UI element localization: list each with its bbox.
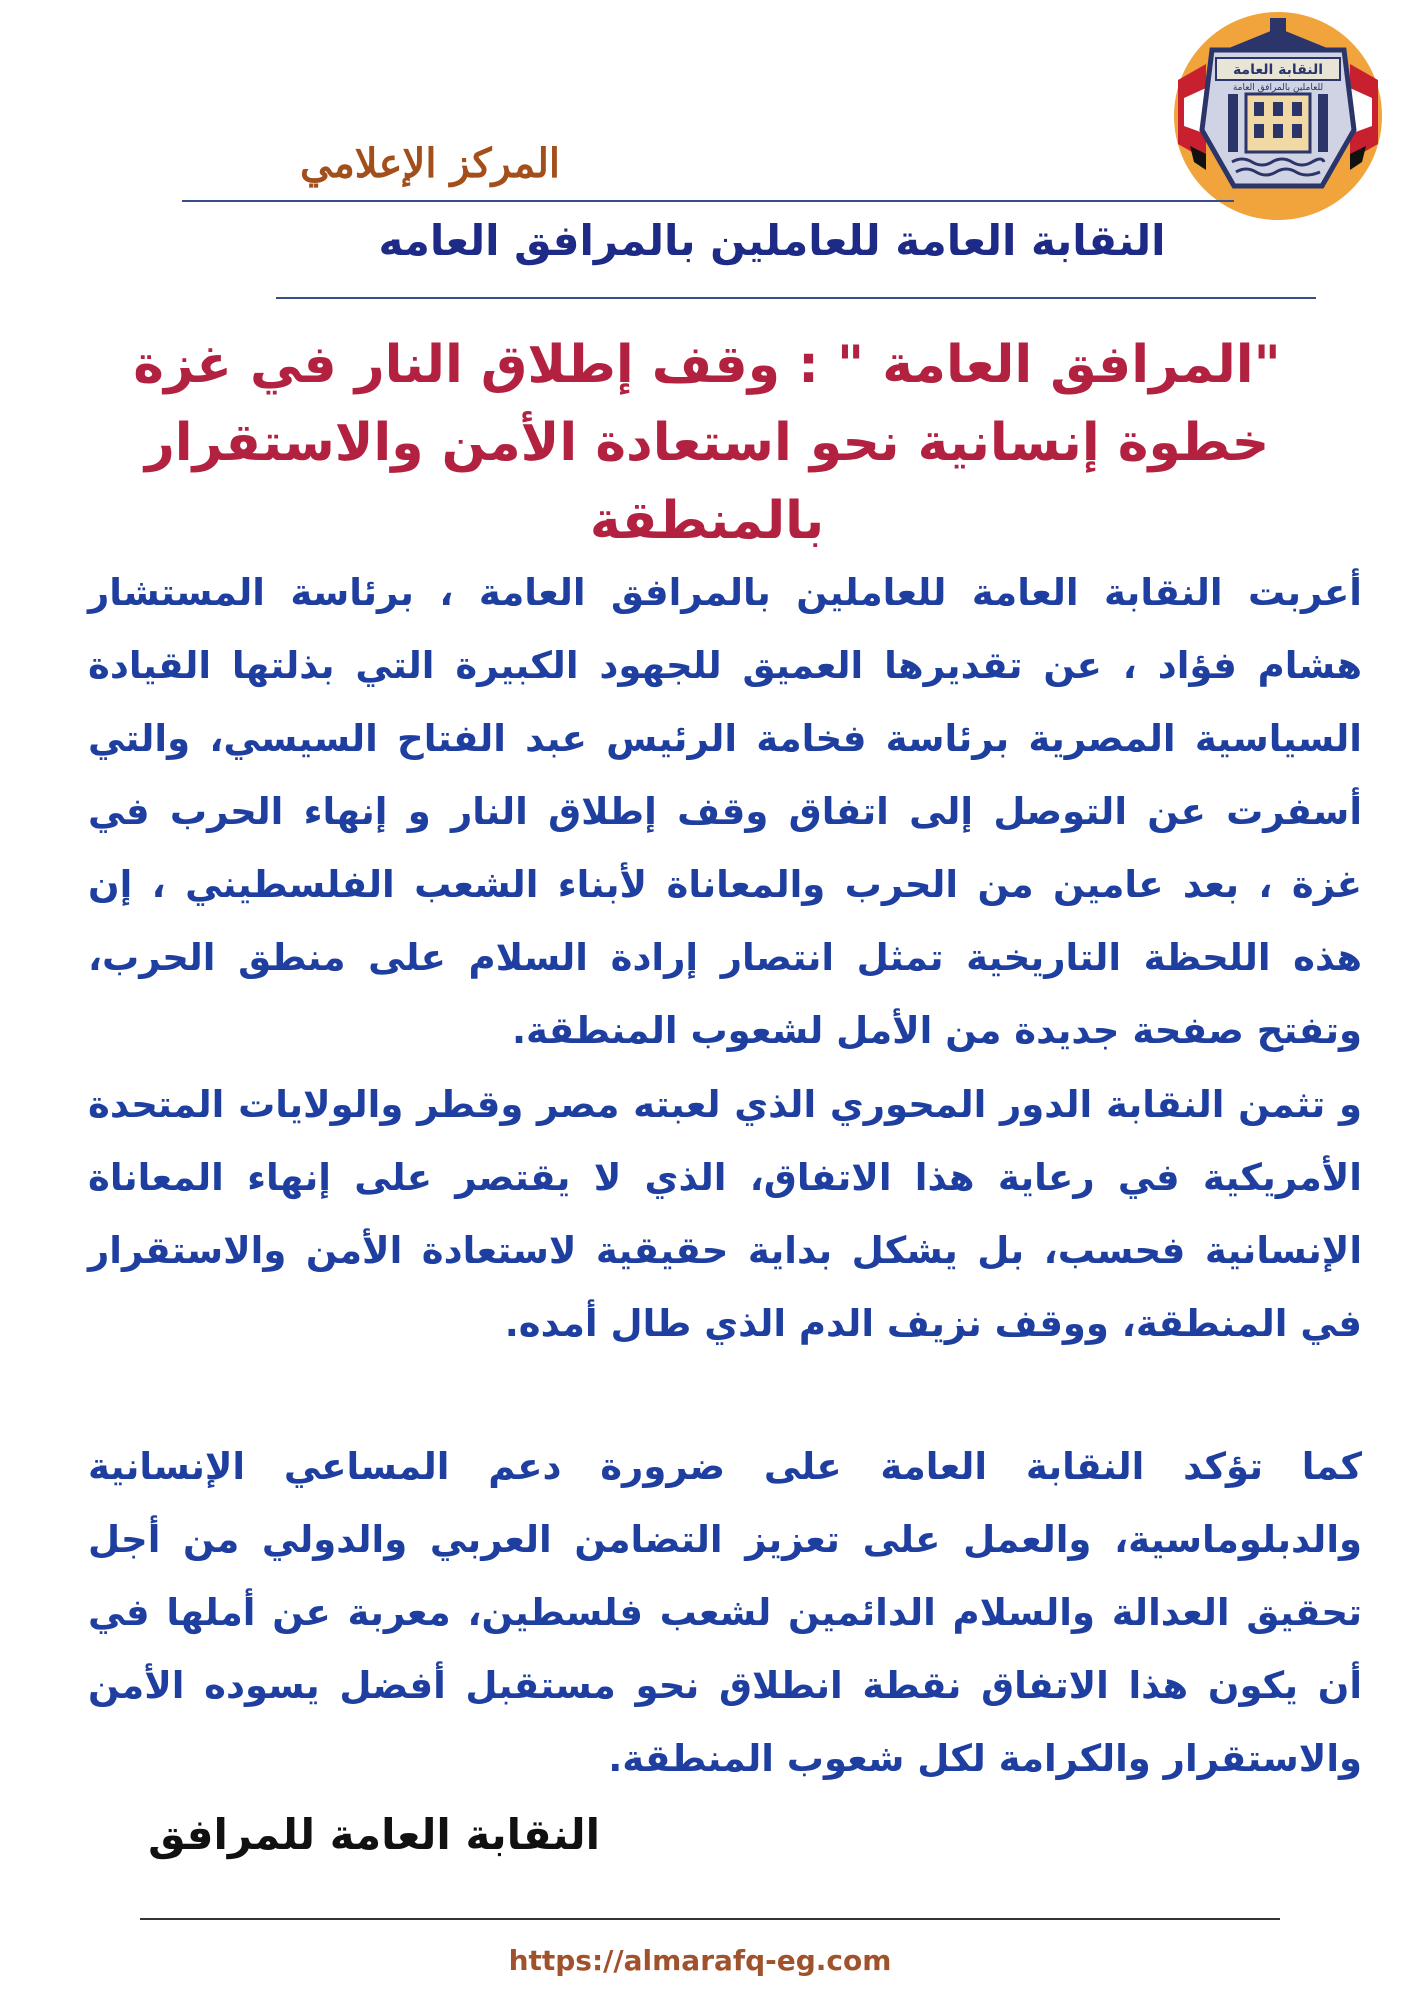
footer-divider	[140, 1918, 1280, 1920]
header-divider	[182, 200, 1234, 202]
logo-text-bottom: للعاملين بالمرافق العامة	[1232, 83, 1324, 93]
syndicate-logo	[1172, 10, 1384, 222]
article-paragraph-2: و تثمن النقابة الدور المحوري الذي لعبته مصر وقطر والولايات المتحدة الأمريكية في رعاية هذا الاتفاق، الذي لا يقتصر على إنهاء المعاناة الإنسانية فحسب، بل يشكل بداية حقيقية لاستعادة الأمن والاستقرار في المنطقة، ووقف نزيف الدم الذي طال أمده.	[88, 1083, 1362, 1345]
syndicate-name-title: النقابة العامة للعاملين بالمرافق العامه	[378, 216, 1166, 265]
signature: النقابة العامة للمرافق	[148, 1810, 600, 1859]
media-center-label: المركز الإعلامي	[300, 140, 560, 187]
syndicate-emblem-logo	[1172, 10, 1384, 222]
article-headline: "المرافق العامة " : وقف إطلاق النار في غزة خطوة إنسانية نحو استعادة الأمن والاستقرار بالمنطقة	[133, 335, 1281, 551]
footer-website-link[interactable]: https://almarafq-eg.com	[508, 1944, 892, 1977]
article-paragraph-1: أعربت النقابة العامة للعاملين بالمرافق العامة ، برئاسة المستشار هشام فؤاد ، عن تقديرها العميق للجهود الكبيرة التي بذلتها القيادة السياسية المصرية برئاسة فخامة الرئيس عبد الفتاح السيسي، والتي أسفرت عن التوصل إلى اتفاق وقف إطلاق النار و إنهاء الحرب في غزة ، بعد عامين من الحرب والمعاناة لأبناء الشعب الفلسطيني ، إن هذه اللحظة التاريخية تمثل انتصار إرادة السلام على منطق الحرب، وتفتح صفحة جديدة من الأمل لشعوب المنطقة.	[88, 571, 1362, 1052]
article-paragraph-3: كما تؤكد النقابة العامة على ضرورة دعم المساعي الإنسانية والدبلوماسية، والعمل على تعزيز التضامن العربي والدولي من أجل تحقيق العدالة والسلام الدائمين لشعب فلسطين، معربة عن أملها في أن يكون هذا الاتفاق نقطة انطلاق نحو مستقبل أفضل يسوده الأمن والاستقرار والكرامة لكل شعوب المنطقة.	[88, 1445, 1362, 1780]
title-divider	[276, 297, 1316, 299]
logo-text-top: النقابة العامة	[1232, 62, 1324, 78]
